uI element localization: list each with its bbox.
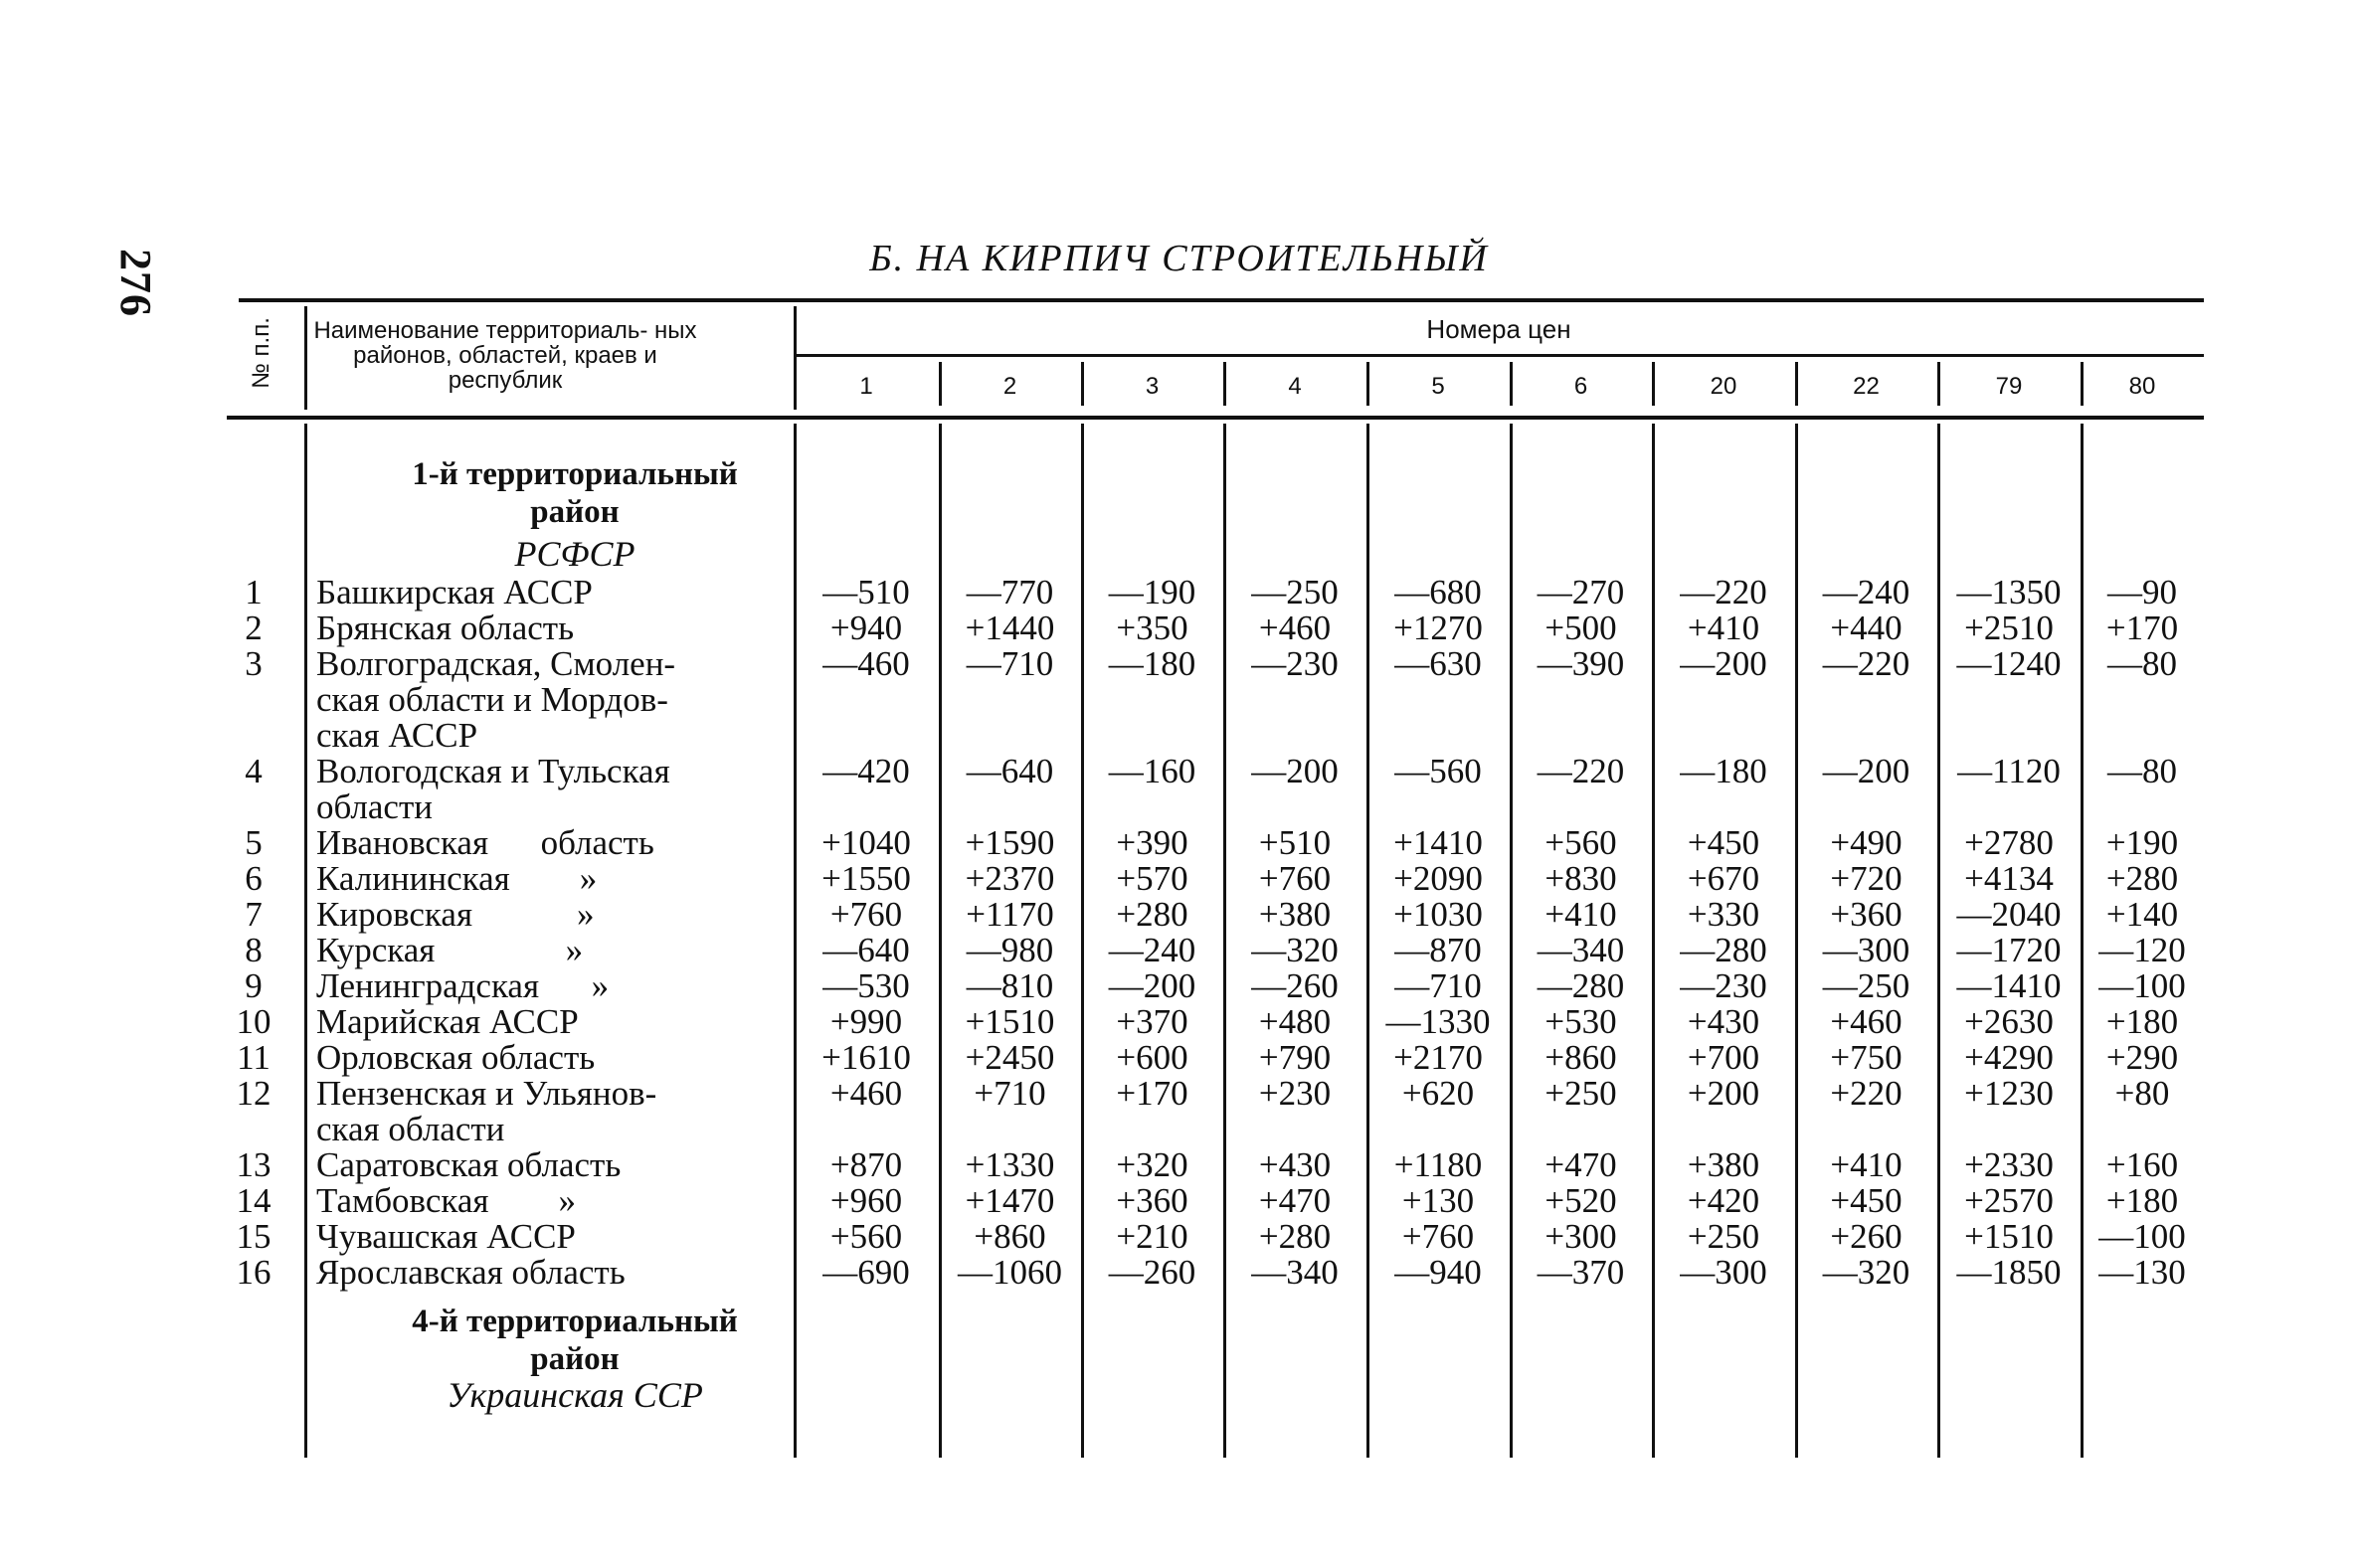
row-region-name: Ярославская область <box>316 1253 626 1292</box>
row-region-name: Вологодская и Тульская <box>316 752 670 790</box>
price-cell: —1720 <box>1956 931 2062 969</box>
row-region-name: Башкирская АССР <box>316 573 593 611</box>
price-cell: —80 <box>2107 644 2177 683</box>
price-cell: —200 <box>1251 752 1339 790</box>
price-cell: +380 <box>1258 895 1332 934</box>
price-cell: —80 <box>2107 752 2177 790</box>
price-cell: —690 <box>822 1253 910 1292</box>
price-cell: —630 <box>1394 644 1482 683</box>
price-cell: +290 <box>2105 1038 2179 1077</box>
row-region-name: Марийская АССР <box>316 1002 579 1041</box>
price-cell: —190 <box>1108 573 1196 611</box>
price-cell: +1510 <box>965 1002 1055 1041</box>
row-number: 6 <box>245 859 263 898</box>
row-region-name: Тамбовская » <box>316 1181 576 1220</box>
price-cell: —230 <box>1251 644 1339 683</box>
price-cell: —340 <box>1251 1253 1339 1292</box>
price-cell: —230 <box>1680 966 1767 1005</box>
row-region-name: Ивановская область <box>316 823 654 862</box>
price-cell: —250 <box>1251 573 1339 611</box>
price-cell: +1270 <box>1393 609 1483 647</box>
header-bottom-rule <box>227 416 2204 420</box>
header-col-divider <box>304 306 307 410</box>
price-cell: —240 <box>1108 931 1196 969</box>
price-cell: —1060 <box>958 1253 1062 1292</box>
price-cell: +2330 <box>1964 1145 2054 1184</box>
row-number: 9 <box>245 966 263 1005</box>
section4-subtitle: Украинская ССР <box>447 1375 703 1415</box>
price-cell: —240 <box>1822 573 1910 611</box>
price-cell: —390 <box>1537 644 1625 683</box>
price-number-header: 2 <box>1002 373 1017 400</box>
price-cell: —100 <box>2098 966 2186 1005</box>
price-cell: +760 <box>829 895 903 934</box>
price-cell: +570 <box>1116 859 1188 898</box>
row-region-name: Курская » <box>316 931 584 969</box>
header-num-col: № п.п. <box>248 317 274 389</box>
price-cell: —300 <box>1680 1253 1767 1292</box>
price-cell: +2780 <box>1964 823 2054 862</box>
row-number: 2 <box>245 609 263 647</box>
row-region-name: Чувашская АССР <box>316 1217 576 1256</box>
row-number: 12 <box>236 1074 272 1113</box>
price-cell: +750 <box>1830 1038 1903 1077</box>
price-cell: +230 <box>1258 1074 1332 1113</box>
price-cell: —640 <box>966 752 1054 790</box>
price-number-header: 20 <box>1710 373 1737 400</box>
price-cell: —320 <box>1822 1253 1910 1292</box>
price-cell: +560 <box>1544 823 1617 862</box>
price-cell: —1350 <box>1956 573 2062 611</box>
section1-title <box>326 455 823 531</box>
price-cell: —250 <box>1822 966 1910 1005</box>
price-cell: +250 <box>1544 1074 1617 1113</box>
price-cell: —640 <box>822 931 910 969</box>
price-cell: +330 <box>1687 895 1760 934</box>
row-number: 13 <box>236 1145 272 1184</box>
price-cell: +530 <box>1544 1002 1617 1041</box>
price-cell: +280 <box>1116 895 1188 934</box>
price-cell: —180 <box>1680 752 1767 790</box>
price-cell: +2570 <box>1964 1181 2054 1220</box>
price-cell: —560 <box>1394 752 1482 790</box>
price-cell: —1120 <box>1957 752 2061 790</box>
price-cell: +410 <box>1687 609 1760 647</box>
row-region-name: ская области и Мордов- <box>316 680 668 719</box>
price-cell: +220 <box>1830 1074 1903 1113</box>
price-cell: +80 <box>2114 1074 2170 1113</box>
price-cell: +180 <box>2105 1181 2179 1220</box>
price-cell: —870 <box>1394 931 1482 969</box>
price-number-header: 3 <box>1145 373 1160 400</box>
price-cell: —1410 <box>1956 966 2062 1005</box>
price-cell: +2090 <box>1393 859 1483 898</box>
price-cell: +2170 <box>1393 1038 1483 1077</box>
price-number-header: 1 <box>859 373 873 400</box>
price-cell: +620 <box>1401 1074 1475 1113</box>
price-cell: +280 <box>1258 1217 1332 1256</box>
price-number-header: 5 <box>1431 373 1445 400</box>
price-cell: +180 <box>2105 1002 2179 1041</box>
row-number: 15 <box>236 1217 272 1256</box>
price-cell: +1180 <box>1393 1145 1483 1184</box>
header-name-col: Наименование территориаль- ных районов, областей, краев и республик <box>313 317 697 394</box>
price-cell: +860 <box>974 1217 1046 1256</box>
section4-title <box>326 1303 823 1378</box>
price-cell: —1850 <box>1956 1253 2062 1292</box>
price-cell: —280 <box>1537 966 1625 1005</box>
price-cell: +990 <box>829 1002 903 1041</box>
price-cell: +1440 <box>965 609 1055 647</box>
price-cell: +430 <box>1258 1145 1332 1184</box>
price-cell: +450 <box>1687 823 1760 862</box>
price-cell: +410 <box>1830 1145 1903 1184</box>
price-cell: +860 <box>1544 1038 1617 1077</box>
price-cell: +1040 <box>821 823 911 862</box>
price-cell: +430 <box>1687 1002 1760 1041</box>
row-number: 7 <box>245 895 263 934</box>
price-cell: +480 <box>1258 1002 1332 1041</box>
price-number-header: 6 <box>1573 373 1588 400</box>
price-cell: +560 <box>829 1217 903 1256</box>
price-cell: +160 <box>2105 1145 2179 1184</box>
row-number: 1 <box>245 573 263 611</box>
price-cell: +2510 <box>1964 609 2054 647</box>
price-cell: +350 <box>1116 609 1188 647</box>
price-cell: —200 <box>1108 966 1196 1005</box>
price-cell: +1590 <box>965 823 1055 862</box>
price-number-header: 4 <box>1288 373 1302 400</box>
price-cell: +380 <box>1687 1145 1760 1184</box>
row-number: 10 <box>236 1002 272 1041</box>
price-cell: +1510 <box>1964 1217 2054 1256</box>
row-region-name: ская АССР <box>316 716 478 755</box>
price-cell: —710 <box>966 644 1054 683</box>
prices-subrule <box>794 354 2204 357</box>
row-region-name: Волгоградская, Смолен- <box>316 644 676 683</box>
price-cell: +1550 <box>821 859 911 898</box>
price-cell: +960 <box>829 1181 903 1220</box>
price-cell: —370 <box>1537 1253 1625 1292</box>
price-cell: +300 <box>1544 1217 1617 1256</box>
row-region-name: Калининская » <box>316 859 598 898</box>
price-cell: +170 <box>2105 609 2179 647</box>
price-cell: +830 <box>1544 859 1617 898</box>
price-cell: +760 <box>1401 1217 1475 1256</box>
price-cell: +280 <box>2105 859 2179 898</box>
price-cell: +790 <box>1258 1038 1332 1077</box>
price-cell: +4134 <box>1964 859 2054 898</box>
price-cell: —260 <box>1108 1253 1196 1292</box>
section4-title-line2: район <box>530 1341 620 1377</box>
section1-title-line2: район <box>530 494 620 530</box>
price-cell: +1030 <box>1393 895 1483 934</box>
row-number: 11 <box>237 1038 271 1077</box>
price-cell: —320 <box>1251 931 1339 969</box>
price-cell: —510 <box>822 573 910 611</box>
price-cell: +2630 <box>1964 1002 2054 1041</box>
price-cell: —220 <box>1537 752 1625 790</box>
price-cell: —280 <box>1680 931 1767 969</box>
price-cell: +2450 <box>965 1038 1055 1077</box>
page-number: 276 <box>111 249 160 317</box>
body-col-divider <box>304 424 307 1458</box>
price-cell: —340 <box>1537 931 1625 969</box>
price-cell: —200 <box>1822 752 1910 790</box>
price-cell: —460 <box>822 644 910 683</box>
price-cell: +1470 <box>965 1181 1055 1220</box>
price-cell: +410 <box>1544 895 1617 934</box>
row-region-name: Брянская область <box>316 609 575 647</box>
price-cell: +870 <box>829 1145 903 1184</box>
price-cell: +490 <box>1830 823 1903 862</box>
row-region-name: Пензенская и Ульянов- <box>316 1074 657 1113</box>
price-cell: +190 <box>2105 823 2179 862</box>
price-cell: —710 <box>1394 966 1482 1005</box>
price-cell: —120 <box>2098 931 2186 969</box>
row-region-name: Орловская область <box>316 1038 596 1077</box>
price-cell: +940 <box>829 609 903 647</box>
price-cell: +710 <box>974 1074 1046 1113</box>
price-cell: +130 <box>1401 1181 1475 1220</box>
price-cell: +460 <box>1258 609 1332 647</box>
row-number: 5 <box>245 823 263 862</box>
price-number-header: 22 <box>1853 373 1880 400</box>
price-cell: +440 <box>1830 609 1903 647</box>
section1-title-line1: 1-й территориальный <box>412 456 738 492</box>
price-cell: —980 <box>966 931 1054 969</box>
price-cell: +370 <box>1116 1002 1188 1041</box>
price-cell: —1240 <box>1956 644 2062 683</box>
price-cell: +720 <box>1830 859 1903 898</box>
price-cell: —270 <box>1537 573 1625 611</box>
price-cell: —220 <box>1680 573 1767 611</box>
price-cell: —770 <box>966 573 1054 611</box>
price-cell: +200 <box>1687 1074 1760 1113</box>
row-number: 3 <box>245 644 263 683</box>
section4-title-line1: 4-й территориальный <box>412 1304 738 1339</box>
price-cell: —90 <box>2107 573 2177 611</box>
price-cell: +4290 <box>1964 1038 2054 1077</box>
price-cell: +360 <box>1116 1181 1188 1220</box>
price-cell: +1410 <box>1393 823 1483 862</box>
page-title: Б. НА КИРПИЧ СТРОИТЕЛЬНЫЙ <box>869 238 1489 279</box>
row-number: 8 <box>245 931 263 969</box>
price-cell: +1230 <box>1964 1074 2054 1113</box>
row-number: 4 <box>245 752 263 790</box>
price-cell: —420 <box>822 752 910 790</box>
price-cell: —940 <box>1394 1253 1482 1292</box>
price-cell: —1330 <box>1385 1002 1491 1041</box>
section1-subtitle: РСФСР <box>514 534 635 574</box>
price-cell: +2370 <box>965 859 1055 898</box>
top-rule <box>239 298 2204 302</box>
price-cell: +470 <box>1258 1181 1332 1220</box>
price-cell: —810 <box>966 966 1054 1005</box>
price-cell: +1170 <box>966 895 1054 934</box>
price-cell: +450 <box>1830 1181 1903 1220</box>
price-cell: +1330 <box>965 1145 1055 1184</box>
price-cell: —180 <box>1108 644 1196 683</box>
price-cell: +140 <box>2105 895 2179 934</box>
row-region-name: области <box>316 787 433 826</box>
price-cell: —300 <box>1822 931 1910 969</box>
row-number: 14 <box>236 1181 272 1220</box>
price-cell: +170 <box>1116 1074 1188 1113</box>
row-number: 16 <box>236 1253 272 1292</box>
price-cell: +260 <box>1830 1217 1903 1256</box>
price-cell: —160 <box>1108 752 1196 790</box>
price-cell: +520 <box>1544 1181 1617 1220</box>
price-cell: —680 <box>1394 573 1482 611</box>
price-number-header: 79 <box>1995 373 2023 400</box>
price-number-header: 80 <box>2128 373 2156 400</box>
price-cell: +420 <box>1687 1181 1760 1220</box>
price-cell: +700 <box>1687 1038 1760 1077</box>
price-cell: +470 <box>1544 1145 1617 1184</box>
price-cell: +390 <box>1116 823 1188 862</box>
price-cell: +460 <box>1830 1002 1903 1041</box>
price-cell: —2040 <box>1956 895 2062 934</box>
row-region-name: Кировская » <box>316 895 595 934</box>
price-cell: —130 <box>2098 1253 2186 1292</box>
row-region-name: Саратовская область <box>316 1145 622 1184</box>
price-cell: +1610 <box>821 1038 911 1077</box>
price-cell: —200 <box>1680 644 1767 683</box>
price-cell: +500 <box>1544 609 1617 647</box>
price-cell: —100 <box>2098 1217 2186 1256</box>
price-cell: —260 <box>1251 966 1339 1005</box>
price-cell: +460 <box>829 1074 903 1113</box>
price-cell: +670 <box>1687 859 1760 898</box>
row-region-name: Ленинградская » <box>316 966 610 1005</box>
price-cell: —530 <box>822 966 910 1005</box>
price-cell: +210 <box>1116 1217 1188 1256</box>
price-cell: +760 <box>1258 859 1332 898</box>
header-prices-col: Номера цен <box>1426 314 1571 344</box>
price-cell: —220 <box>1822 644 1910 683</box>
price-cell: +250 <box>1687 1217 1760 1256</box>
price-cell: +360 <box>1830 895 1903 934</box>
price-cell: +600 <box>1116 1038 1188 1077</box>
row-region-name: ская области <box>316 1110 505 1148</box>
price-cell: +320 <box>1116 1145 1188 1184</box>
price-cell: +510 <box>1258 823 1332 862</box>
